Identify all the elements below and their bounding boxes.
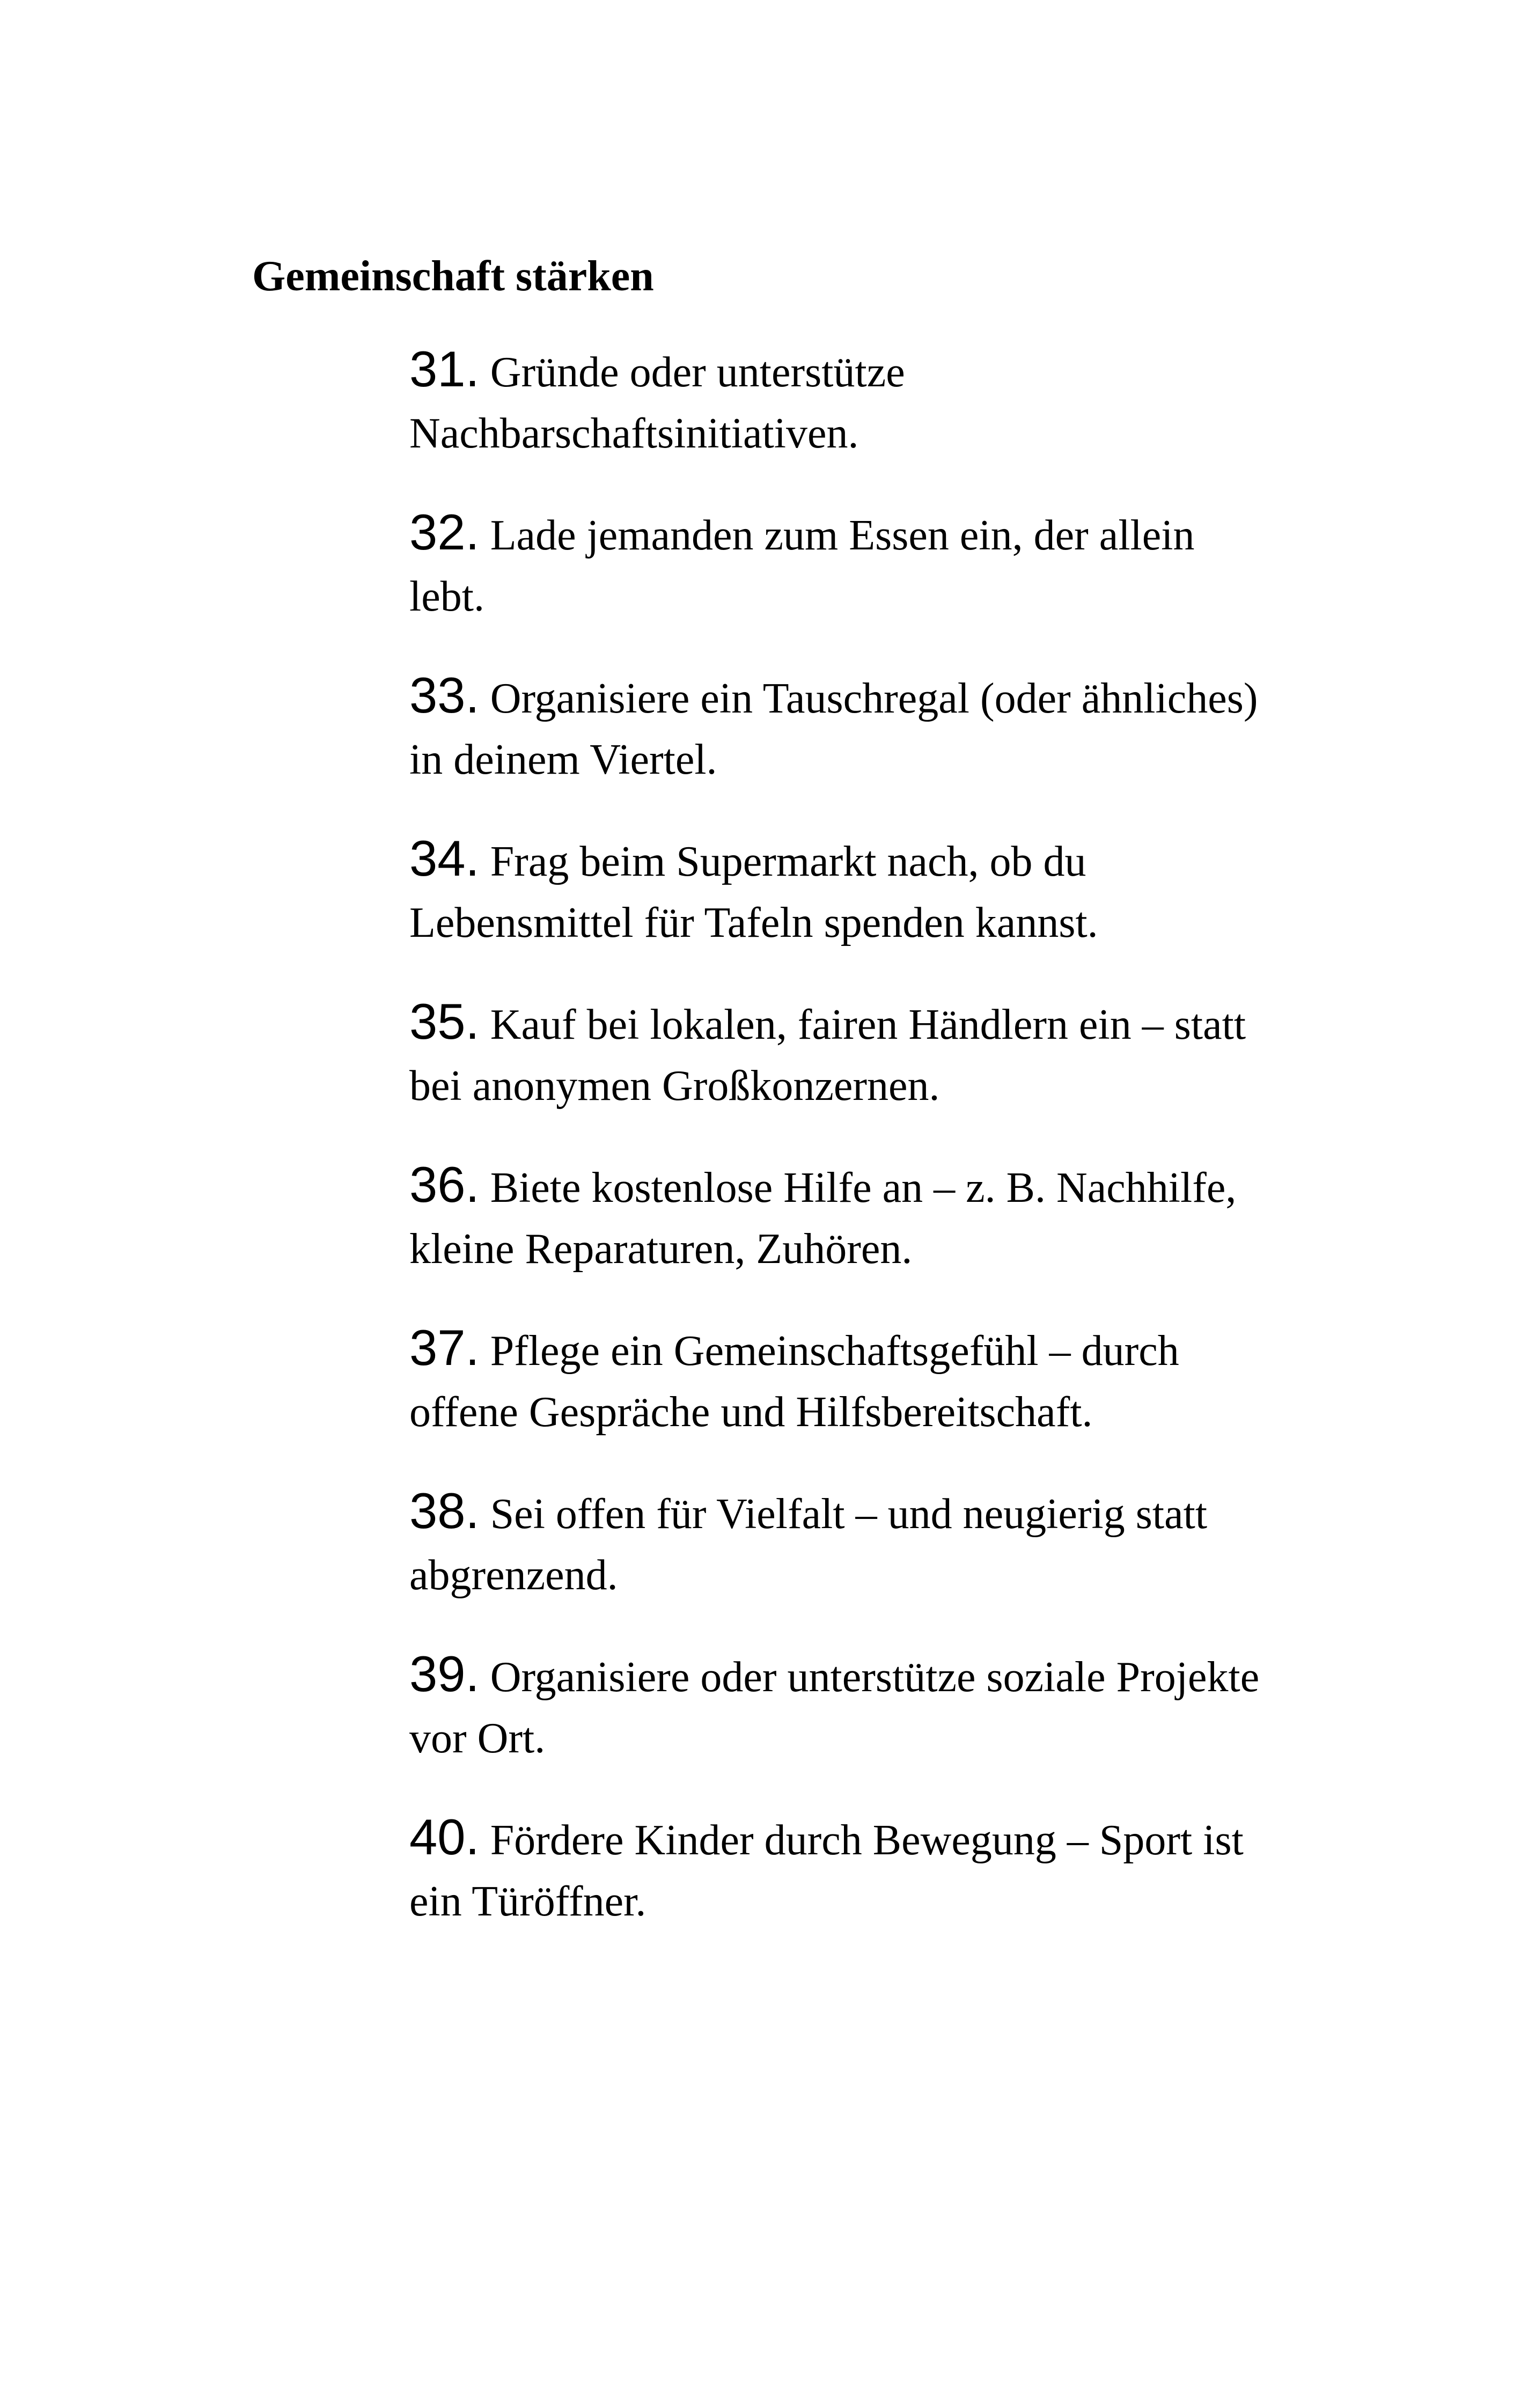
list-item [409,502,1278,627]
section-heading: Gemeinschaft stärken [252,253,654,300]
tip-text: Organisiere ein Tauschregal (oder ähnliches) in deinem Viertel. [409,675,1258,783]
tip-number: 34. [409,830,480,886]
tip-text: Biete kostenlose Hilfe an – z. B. Nachhilfe, kleine Reparaturen, Zuhören. [409,1164,1237,1273]
tip-number: 39. [409,1646,480,1702]
tip-text: Sei offen für Vielfalt – und neugierig statt abgrenzend. [409,1491,1208,1599]
tips-list [409,339,1278,1970]
tip-number: 36. [409,1156,480,1213]
tip-text: Frag beim Supermarkt nach, ob du Lebensmittel für Tafeln spenden kannst. [409,838,1098,946]
list-item [409,339,1278,464]
tip-text: Organisiere oder unterstütze soziale Projekte vor Ort. [409,1654,1260,1762]
tip-text: Lade jemanden zum Essen ein, der allein lebt. [409,512,1195,620]
list-item [409,991,1278,1117]
tip-text: Gründe oder unterstütze Nachbarschaftsinitiativen. [409,349,905,457]
tip-number: 35. [409,993,480,1049]
tip-text: Pflege ein Gemeinschaftsgefühl – durch offene Gespräche und Hilfsbereitschaft. [409,1327,1179,1436]
tip-number: 33. [409,667,480,723]
tip-number: 32. [409,504,480,560]
list-item [409,1480,1278,1606]
tip-number: 37. [409,1319,480,1376]
list-item [409,1643,1278,1769]
list-item [409,1154,1278,1280]
list-item [409,1317,1278,1443]
tip-number: 40. [409,1809,480,1865]
list-item [409,828,1278,953]
tip-text: Kauf bei lokalen, fairen Händlern ein – statt bei anonymen Großkonzernen. [409,1001,1246,1110]
list-item [409,665,1278,790]
tip-text: Fördere Kinder durch Bewegung – Sport ist ein Türöffner. [409,1817,1244,1925]
tip-number: 38. [409,1482,480,1539]
list-item [409,1807,1278,1932]
tip-number: 31. [409,341,480,397]
